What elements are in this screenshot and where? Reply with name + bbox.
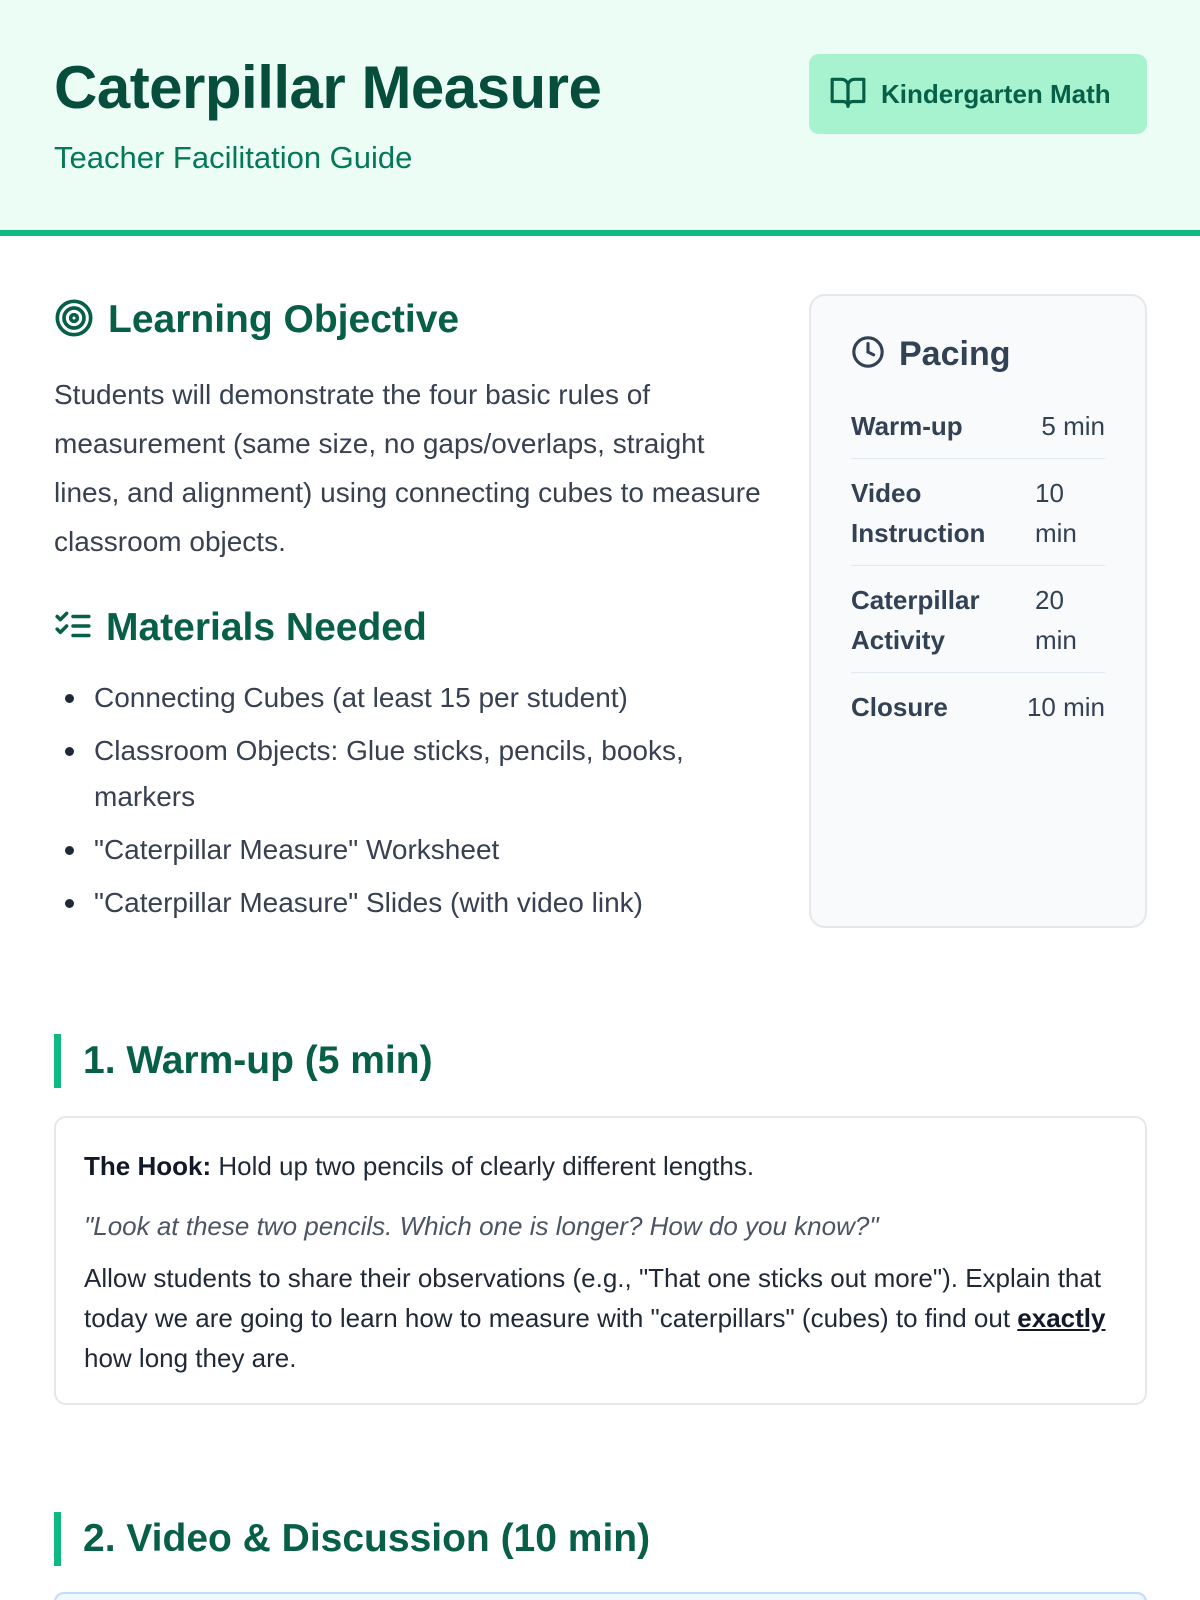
warmup-heading xyxy=(54,1034,433,1088)
teacher-quote: "Look at these two pencils. Which one is longer? How do you know?" xyxy=(84,1211,879,1241)
pacing-row xyxy=(851,392,1105,459)
pacing-title: Pacing xyxy=(899,335,1011,373)
pacing-value: 10 min xyxy=(1035,478,1077,548)
grade-badge xyxy=(809,54,1147,134)
pacing-value: 10 min xyxy=(1026,692,1105,722)
page-subtitle: Teacher Facilitation Guide xyxy=(54,140,413,175)
explain-after: how long they are. xyxy=(84,1343,297,1373)
accent-bar xyxy=(54,1034,61,1088)
pacing-value: 20 min xyxy=(1035,585,1077,655)
objective-title: Learning Objective xyxy=(108,298,460,341)
hook-label: The Hook: xyxy=(84,1151,212,1181)
pacing-heading xyxy=(851,332,1105,376)
pacing-row xyxy=(851,459,1105,566)
pacing-value: 5 min xyxy=(1041,411,1105,441)
list-item: "Caterpillar Measure" Slides (with video link) xyxy=(54,880,784,926)
materials-title: Materials Needed xyxy=(106,606,427,649)
badge-label: Kindergarten Math xyxy=(881,78,1111,109)
hook-body: Hold up two pencils of clearly different lengths. xyxy=(211,1151,755,1181)
objective-heading xyxy=(54,296,459,344)
pacing-name: Warm-up xyxy=(851,411,963,441)
video-card xyxy=(54,1592,1147,1600)
video-heading xyxy=(54,1512,650,1566)
accent-bar xyxy=(54,1512,61,1566)
hook-text xyxy=(84,1148,1117,1184)
checklist-icon xyxy=(54,607,92,650)
pacing-row xyxy=(851,673,1105,739)
explain-before: Allow students to share their observations (e.g., "That one sticks out more"). Explain that today we are going to learn how to measure with "caterpillars" (cubes) to find out xyxy=(84,1263,1102,1333)
objective-text: Students will demonstrate the four basic rules of measurement (same size, no gaps/overlaps, straight lines, and alignment) using connecting cubes to measure classroom objects. xyxy=(54,379,761,557)
list-item: Classroom Objects: Glue sticks, pencils, books, markers xyxy=(54,728,784,820)
pacing-row xyxy=(851,566,1105,673)
materials-list xyxy=(54,675,784,933)
explain-text xyxy=(84,1258,1117,1378)
pacing-name: Closure xyxy=(851,692,948,722)
pacing-card xyxy=(809,294,1147,928)
explain-emphasis: exactly xyxy=(1017,1303,1106,1333)
list-item: Connecting Cubes (at least 15 per student) xyxy=(54,675,784,721)
page-header xyxy=(0,0,1200,236)
book-icon xyxy=(829,73,867,116)
list-item: "Caterpillar Measure" Worksheet xyxy=(54,827,784,873)
warmup-title: 1. Warm-up (5 min) xyxy=(83,1039,433,1082)
clock-icon xyxy=(851,335,885,374)
materials-heading xyxy=(54,604,427,652)
target-icon xyxy=(54,298,94,343)
warmup-card xyxy=(54,1116,1147,1405)
pacing-name: Caterpillar Activity xyxy=(851,585,980,655)
page-title: Caterpillar Measure xyxy=(54,54,602,121)
video-title: 2. Video & Discussion (10 min) xyxy=(83,1517,651,1560)
pacing-name: Video Instruction xyxy=(851,478,986,548)
